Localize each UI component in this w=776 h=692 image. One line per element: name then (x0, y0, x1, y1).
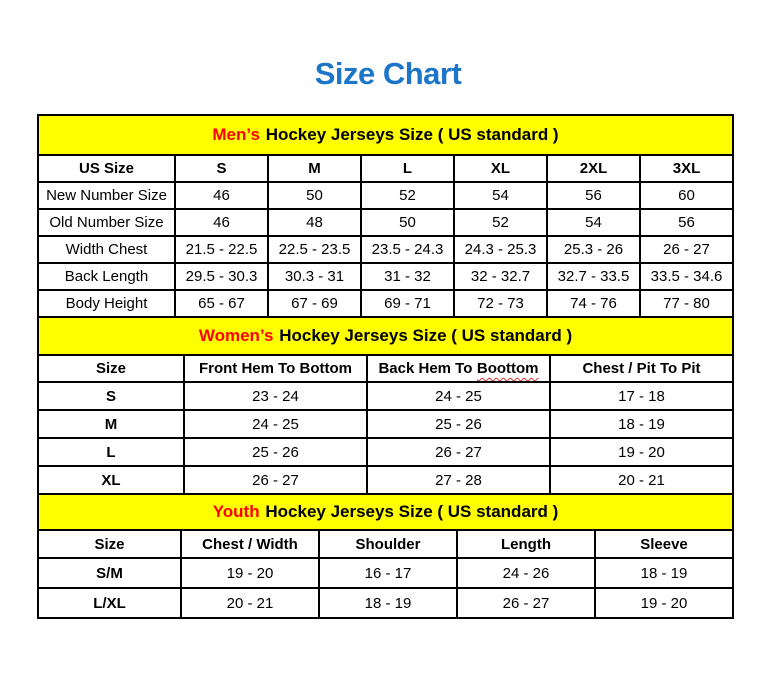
youth-section-header-row (38, 494, 733, 530)
col-header-back-hem (367, 355, 550, 382)
womens-section-header-text: Hockey Jerseys Size ( US standard ) (279, 326, 573, 345)
cell: 46 (175, 182, 268, 209)
cell: 20 - 21 (550, 466, 733, 494)
col-header-back-hem-prefix: Back Hem To (378, 360, 473, 377)
cell: 52 (454, 209, 547, 236)
mens-size-table (37, 114, 734, 318)
womens-section-header (38, 317, 733, 355)
womens-section-header-row (38, 317, 733, 355)
cell: 21.5 - 22.5 (175, 236, 268, 263)
page-title: Size Chart (314, 56, 462, 91)
youth-size-table (37, 493, 734, 619)
cell: 50 (361, 209, 454, 236)
mens-section-header (38, 115, 733, 155)
youth-section-header-accent: Youth (212, 502, 260, 521)
table-row (38, 382, 733, 410)
row-label: New Number Size (38, 182, 175, 209)
cell: 60 (640, 182, 733, 209)
womens-section-header-accent: Women’s (198, 326, 274, 345)
cell: 25 - 26 (367, 410, 550, 438)
row-label: XL (38, 466, 184, 494)
table-row (38, 182, 733, 209)
cell: 18 - 19 (550, 410, 733, 438)
col-header-s: S (175, 155, 268, 182)
womens-column-header-row (38, 355, 733, 382)
table-row (38, 558, 733, 588)
col-header-l: L (361, 155, 454, 182)
table-row (38, 209, 733, 236)
cell: 26 - 27 (457, 588, 595, 618)
cell: 65 - 67 (175, 290, 268, 317)
cell: 29.5 - 30.3 (175, 263, 268, 290)
table-row (38, 588, 733, 618)
cell: 74 - 76 (547, 290, 640, 317)
row-label: Width Chest (38, 236, 175, 263)
cell: 32.7 - 33.5 (547, 263, 640, 290)
youth-column-header-row (38, 530, 733, 558)
cell: 19 - 20 (595, 588, 733, 618)
cell: 26 - 27 (184, 466, 367, 494)
row-label: Old Number Size (38, 209, 175, 236)
cell: 67 - 69 (268, 290, 361, 317)
cell: 23.5 - 24.3 (361, 236, 454, 263)
table-row (38, 236, 733, 263)
col-header-us-size: US Size (38, 155, 175, 182)
col-header-2xl: 2XL (547, 155, 640, 182)
col-header-chest: Chest / Pit To Pit (550, 355, 733, 382)
cell: 25.3 - 26 (547, 236, 640, 263)
cell: 31 - 32 (361, 263, 454, 290)
mens-section-header-row (38, 115, 733, 155)
table-row (38, 438, 733, 466)
table-row (38, 466, 733, 494)
womens-size-table (37, 316, 734, 495)
table-row (38, 410, 733, 438)
cell: 33.5 - 34.6 (640, 263, 733, 290)
cell: 22.5 - 23.5 (268, 236, 361, 263)
col-header-chest-width: Chest / Width (181, 530, 319, 558)
cell: 20 - 21 (181, 588, 319, 618)
row-label: L (38, 438, 184, 466)
mens-section-header-text: Hockey Jerseys Size ( US standard ) (265, 125, 559, 144)
cell: 54 (454, 182, 547, 209)
cell: 26 - 27 (367, 438, 550, 466)
cell: 52 (361, 182, 454, 209)
row-label: Body Height (38, 290, 175, 317)
row-label: L/XL (38, 588, 181, 618)
youth-section-header (38, 494, 733, 530)
cell: 32 - 32.7 (454, 263, 547, 290)
col-header-m: M (268, 155, 361, 182)
cell: 17 - 18 (550, 382, 733, 410)
table-row (38, 290, 733, 317)
cell: 19 - 20 (550, 438, 733, 466)
cell: 56 (547, 182, 640, 209)
cell: 24 - 26 (457, 558, 595, 588)
col-header-size: Size (38, 530, 181, 558)
cell: 18 - 19 (595, 558, 733, 588)
cell: 16 - 17 (319, 558, 457, 588)
col-header-front-hem: Front Hem To Bottom (184, 355, 367, 382)
mens-section-header-accent: Men’s (212, 125, 260, 144)
row-label: S (38, 382, 184, 410)
cell: 25 - 26 (184, 438, 367, 466)
col-header-size: Size (38, 355, 184, 382)
cell: 19 - 20 (181, 558, 319, 588)
cell: 24.3 - 25.3 (454, 236, 547, 263)
mens-column-header-row (38, 155, 733, 182)
cell: 77 - 80 (640, 290, 733, 317)
cell: 56 (640, 209, 733, 236)
cell: 46 (175, 209, 268, 236)
cell: 24 - 25 (184, 410, 367, 438)
row-label: M (38, 410, 184, 438)
cell: 26 - 27 (640, 236, 733, 263)
cell: 72 - 73 (454, 290, 547, 317)
cell: 69 - 71 (361, 290, 454, 317)
col-header-length: Length (457, 530, 595, 558)
col-header-3xl: 3XL (640, 155, 733, 182)
cell: 24 - 25 (367, 382, 550, 410)
size-tables-container (37, 114, 734, 619)
row-label: S/M (38, 558, 181, 588)
cell: 54 (547, 209, 640, 236)
row-label: Back Length (38, 263, 175, 290)
col-header-sleeve: Sleeve (595, 530, 733, 558)
col-header-shoulder: Shoulder (319, 530, 457, 558)
cell: 23 - 24 (184, 382, 367, 410)
cell: 50 (268, 182, 361, 209)
table-row (38, 263, 733, 290)
cell: 27 - 28 (367, 466, 550, 494)
cell: 48 (268, 209, 361, 236)
col-header-back-hem-misspelled-word: Boottom (476, 360, 539, 377)
youth-section-header-text: Hockey Jerseys Size ( US standard ) (265, 502, 559, 521)
cell: 18 - 19 (319, 588, 457, 618)
cell: 30.3 - 31 (268, 263, 361, 290)
col-header-xl: XL (454, 155, 547, 182)
